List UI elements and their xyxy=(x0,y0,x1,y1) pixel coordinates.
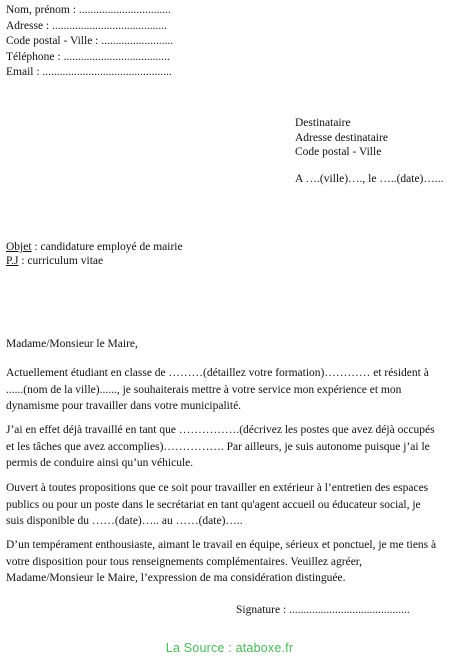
paragraph-line: ......(nom de la ville)......, je souhaiterais mettre à votre service mon expérience et mon xyxy=(6,383,402,396)
objet-line xyxy=(6,240,183,254)
paragraph-line: suis disponible du ……(date)….. au ……(date)….. xyxy=(6,515,243,527)
subject-block xyxy=(6,240,183,268)
paragraph-experience xyxy=(6,422,456,472)
signature-line: Signature : .......................................... xyxy=(236,604,410,616)
paragraph-line: D’un tempérament enthousiaste, aimant le travail en équipe, sérieux et ponctuel, je me tiens à xyxy=(6,539,437,551)
pj-label: P.J xyxy=(6,255,19,267)
recipient-name-line: Destinataire xyxy=(295,117,351,129)
sender-address-line: Adresse : ........................................ xyxy=(6,19,167,32)
paragraph-line: Ouvert à toutes propositions que ce soit pour travailler en extérieur à l’entretien des espaces xyxy=(6,482,429,494)
paragraph-line: publics ou pour un poste dans le secrétariat en tant qu'agent accueil ou éducateur social, je xyxy=(6,498,421,511)
objet-label: Objet xyxy=(6,241,32,253)
sender-name-line: Nom, prénom : ................................ xyxy=(6,4,171,16)
sender-block xyxy=(6,3,173,81)
sender-postal-city-line: Code postal - Ville : ......................... xyxy=(6,35,174,47)
paragraph-line: Actuellement étudiant en classe de ………(détaillez votre formation)………… et résident à xyxy=(6,367,429,379)
paragraph-line: et les tâches que avez accomplies)……………. Par ailleurs, je suis autonome puisque j’ai le xyxy=(6,440,430,453)
paragraph-formation xyxy=(6,365,456,415)
objet-text: : candidature employé de mairie xyxy=(31,241,183,253)
paragraph-line: permis de conduire ainsi qu’un véhicule. xyxy=(6,457,194,469)
source-link[interactable]: La Source : ataboxe.fr xyxy=(165,641,294,655)
place-date-line: A ….(ville)…., le …..(date)…... xyxy=(295,173,444,185)
sender-phone-line: Téléphone : ..................................... xyxy=(6,50,170,63)
salutation: Madame/Monsieur le Maire, xyxy=(6,338,138,350)
pj-text: : curriculum vitae xyxy=(18,255,104,267)
paragraph-line: votre disposition pour tous renseignements complémentaires. Veuillez agréer, xyxy=(6,555,363,568)
paragraph-closing xyxy=(6,537,456,587)
sender-email-line: Email : ............................................. xyxy=(6,66,172,78)
paragraph-line: J’ai en effet déjà travaillé en tant que …………….(décrivez les postes que avez déjà occupés xyxy=(6,424,435,436)
recipient-address-line: Adresse destinataire xyxy=(295,131,388,144)
paragraph-line: Madame/Monsieur le Maire, l’expression de ma considération distinguée. xyxy=(6,572,346,584)
recipient-block xyxy=(295,116,388,160)
recipient-postal-city-line: Code postal - Ville xyxy=(295,146,382,158)
paragraph-line: dynamisme pour travailler dans votre municipalité. xyxy=(6,400,242,412)
pj-line xyxy=(6,254,183,268)
paragraph-availability xyxy=(6,480,456,530)
